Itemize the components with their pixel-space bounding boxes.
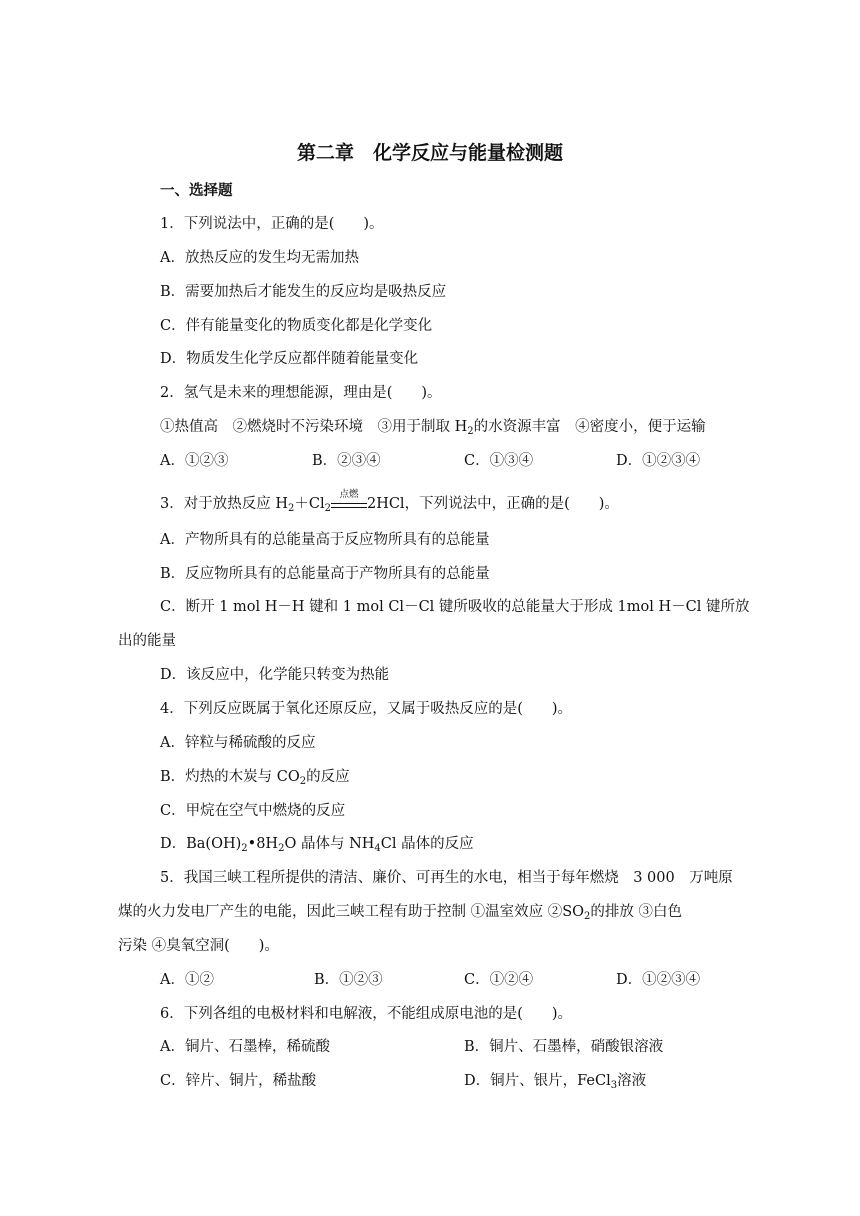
question-2-items: ①热值高 ②燃烧时不污染环境 ③用于制取 $H_2$的水资源丰富 ④密度小，便于运输 [160, 419, 706, 437]
question-4-stem: 4．下列反应既属于氧化还原反应，又属于吸热反应的是( )。 [160, 701, 573, 717]
question-3-stem: 3．对于放热反应 $H_2+Cl_2$ 点燃 2HCl，下列说法中，正确的是( )。 [160, 494, 619, 514]
question-6-option-c: C．锌片、铜片，稀盐酸 [160, 1073, 317, 1089]
question-1-option-a: A．放热反应的发生均无需加热 [160, 250, 359, 266]
question-4-option-a: A．锌粒与稀硫酸的反应 [160, 735, 316, 751]
question-3-option-c-line1: C．断开 1 mol H－H 键和 1 mol Cl－Cl 键所吸收的总能量大于形成 1mol H－Cl 键所放 [160, 599, 750, 615]
question-5-line1: 5．我国三峡工程所提供的清洁、廉价、可再生的水电，相当于每年燃烧 3 000 万吨原 [160, 870, 733, 886]
question-3-option-a: A．产物所具有的总能量高于反应物所具有的总能量 [160, 532, 490, 548]
question-5-option-d: D．①②③④ [616, 972, 701, 988]
question-4-option-c: C．甲烷在空气中燃烧的反应 [160, 803, 346, 819]
question-2-option-d: D．①②③④ [616, 453, 701, 469]
question-3-option-d: D．该反应中，化学能只转变为热能 [160, 667, 390, 683]
question-1-stem: 1．下列说法中，正确的是( )。 [160, 216, 384, 232]
question-5-option-a: A．①② [160, 972, 214, 988]
question-2-stem: 2．氢气是未来的理想能源，理由是( )。 [160, 385, 442, 401]
question-6-option-a: A．铜片、石墨棒，稀硫酸 [160, 1039, 330, 1055]
page-title: 第二章 化学反应与能量检测题 [296, 142, 563, 164]
double-line-equals-icon [331, 503, 367, 508]
reaction-condition-label: 点燃 [339, 489, 359, 500]
question-5-option-b: B．①②③ [314, 972, 383, 988]
question-3-option-b: B．反应物所具有的总能量高于产物所具有的总能量 [160, 566, 490, 582]
question-2-option-b: B．②③④ [312, 453, 381, 469]
question-6-option-d: D．铜片、银片，FeCl$_3$溶液 [464, 1073, 647, 1091]
question-1-option-d: D．物质发生化学反应都伴随着能量变化 [160, 351, 419, 367]
question-6-option-b: B．铜片、石墨棒，硝酸银溶液 [464, 1039, 664, 1055]
question-3-option-c-line2: 出的能量 [118, 633, 176, 649]
question-5-line2: 煤的火力发电厂产生的电能，因此三峡工程有助于控制 ①温室效应 $②SO_2$的排放 ③白色 [118, 904, 683, 922]
question-6-stem: 6．下列各组的电极材料和电解液，不能组成原电池的是( )。 [160, 1006, 573, 1022]
question-4-option-b: B．灼热的木炭与 $CO_2$的反应 [160, 769, 350, 787]
question-2-option-a: A．①②③ [160, 453, 229, 469]
question-5-line3: 污染 ④臭氧空洞( )。 [118, 938, 279, 954]
reaction-condition-arrow [331, 489, 367, 514]
question-1-option-b: B．需要加热后才能发生的反应均是吸热反应 [160, 284, 447, 300]
section-heading: 一、选择题 [160, 183, 233, 199]
question-5-option-c: C．①②④ [464, 972, 534, 988]
question-2-option-c: C．①③④ [464, 453, 534, 469]
question-4-option-d: D．$Ba(OH)_2•8H_2O$ 晶体与 $NH_4Cl$ 晶体的反应 [160, 836, 474, 854]
question-1-option-c: C．伴有能量变化的物质变化都是化学变化 [160, 318, 433, 334]
